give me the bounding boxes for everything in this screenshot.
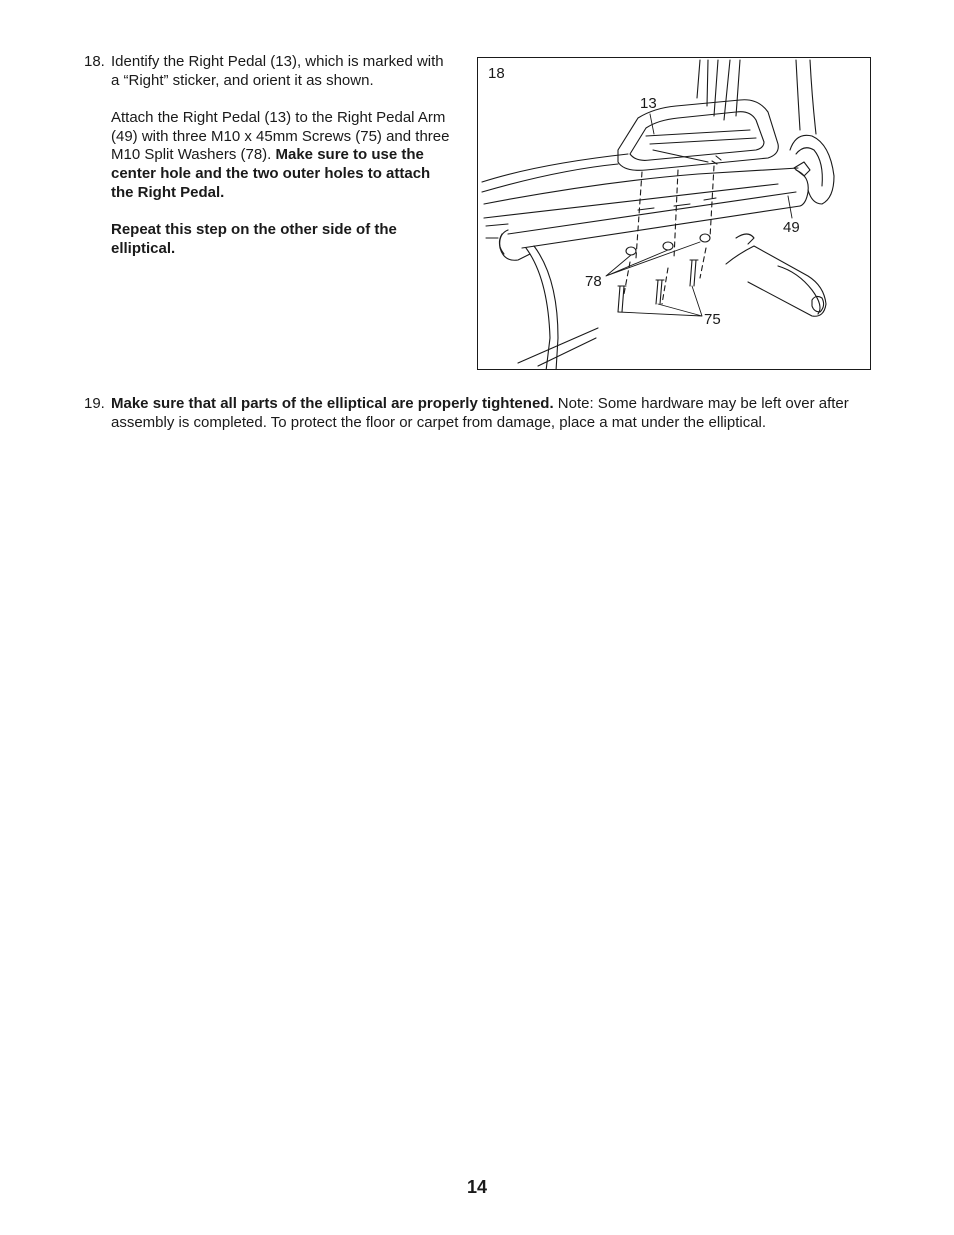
step-body (111, 53, 456, 258)
step-19 (84, 395, 864, 435)
instruction-emphasis: Make sure to use the center hole and the two outer holes to attach the Right Pedal. (111, 146, 431, 201)
step-paragraph: Identify the Right Pedal (13), which is marked with a “Right” sticker, and orient it as shown. (111, 53, 444, 89)
pivot-bracket (790, 135, 834, 204)
step-18 (84, 53, 464, 273)
step-paragraph (111, 109, 456, 203)
pedal-arm (482, 154, 808, 248)
step-number: 18. (84, 53, 105, 70)
washers (626, 234, 710, 255)
step-paragraph (111, 395, 863, 432)
step-number: 19. (84, 395, 105, 412)
step-body (111, 395, 863, 432)
assembly-figure (477, 57, 871, 370)
figure-number: 18 (488, 65, 505, 82)
alignment-lines (624, 166, 714, 304)
callout-pedal: 13 (640, 95, 657, 112)
page-number: 14 (466, 1177, 488, 1197)
instruction-emphasis: Make sure that all parts of the elliptical are properly tightened. (111, 395, 554, 412)
instruction-text: Note: Some hardware may be left over after assembly is completed. To protect the floor or carpet from damage, place a mat under the elliptical. (111, 395, 849, 431)
roller (726, 234, 826, 316)
repeat-instruction: Repeat this step on the other side of the elliptical. (111, 220, 397, 257)
pedal-assembly-drawing (478, 58, 871, 370)
instruction-text: Attach the Right Pedal (13) to the Right Pedal Arm (49) with three M10 x 45mm Screws (75) and three M10 Split Washers (78). (111, 108, 450, 164)
end-cap (486, 224, 558, 370)
step-paragraph (111, 221, 456, 258)
callout-washers: 78 (585, 273, 602, 290)
callout-screws: 75 (704, 311, 721, 328)
callout-pedal-arm: 49 (783, 219, 800, 236)
